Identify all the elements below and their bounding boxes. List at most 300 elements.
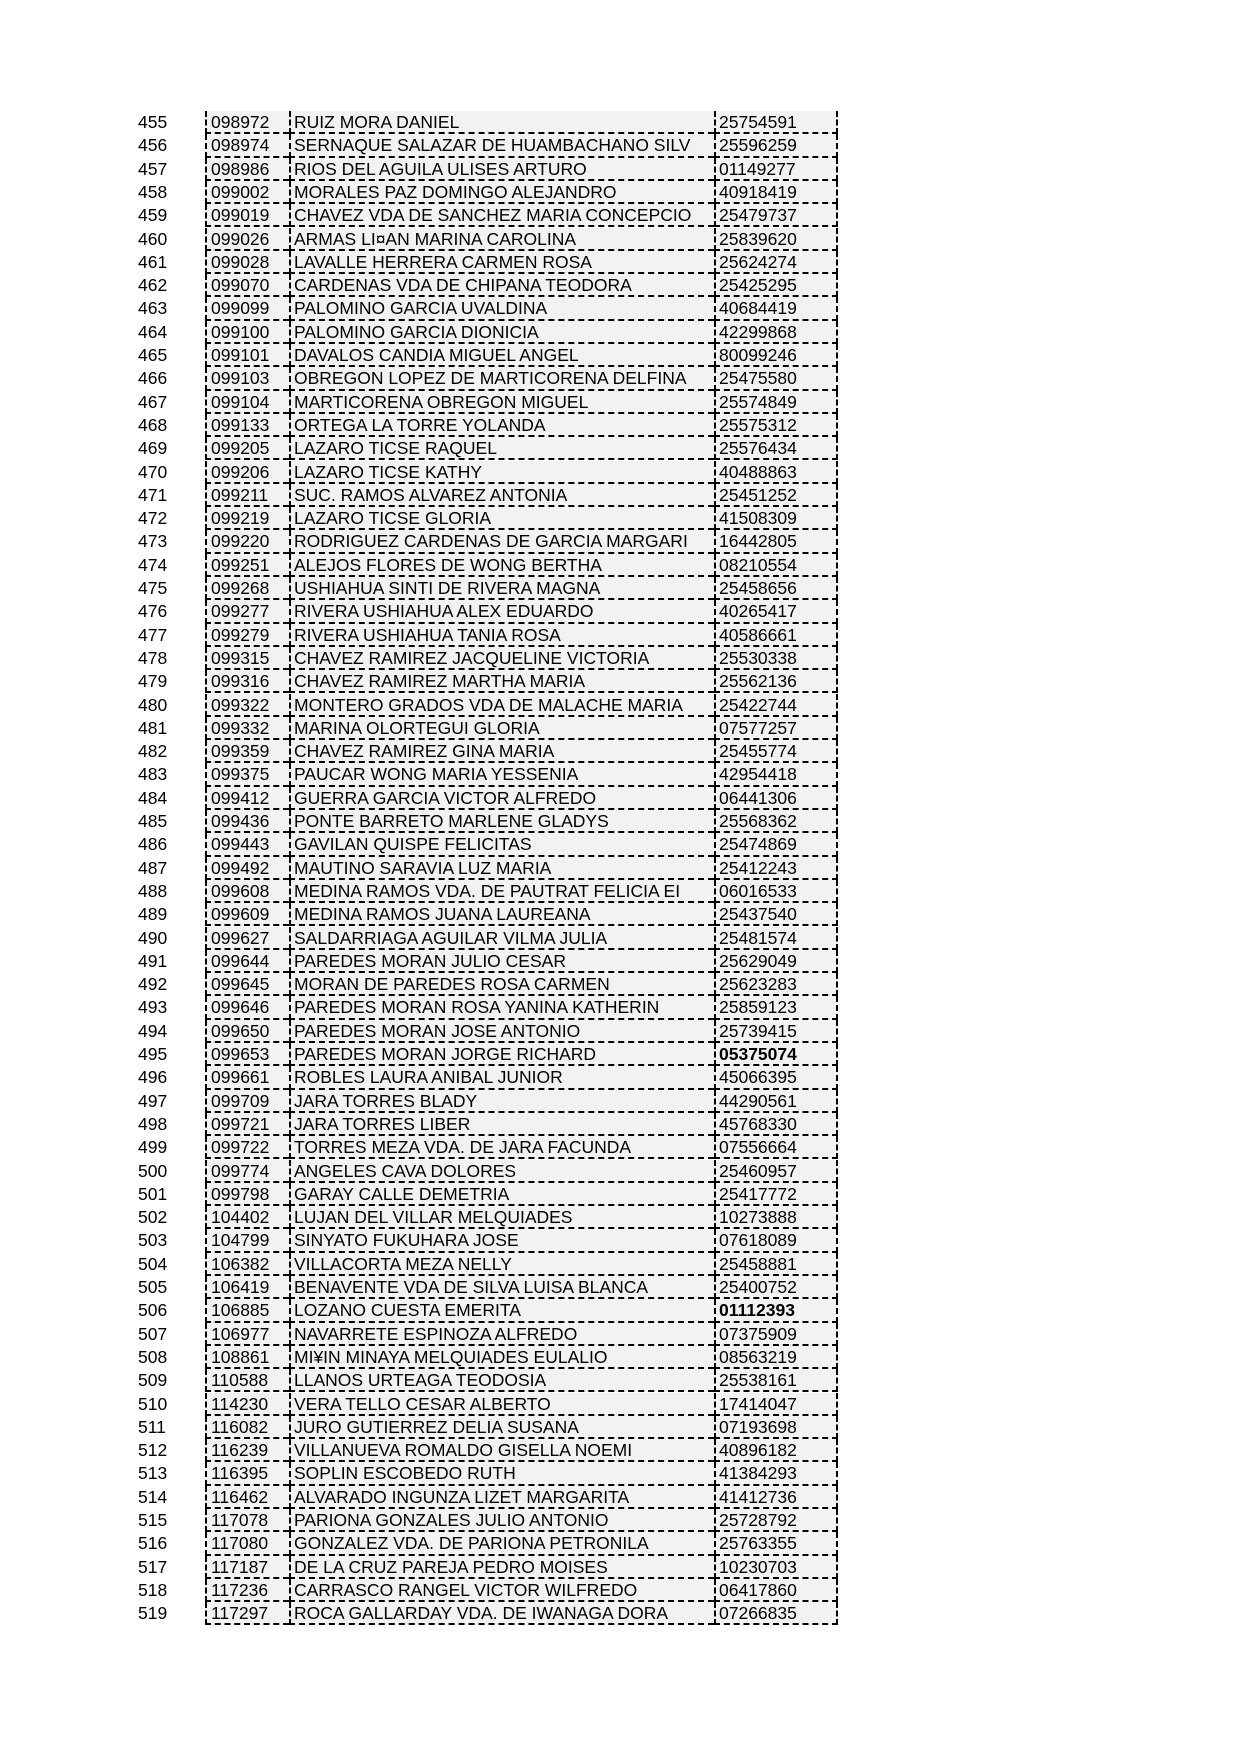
row-number: 463 [138,298,168,319]
row-number: 466 [138,368,168,389]
name-cell: LAZARO TICSE GLORIA [289,507,714,530]
row-number: 497 [138,1090,168,1111]
code-cell: 099099 [205,297,289,320]
table-row [0,1183,1240,1206]
table-row [0,1509,1240,1532]
code-cell: 099268 [205,577,289,600]
row-number: 506 [138,1300,168,1321]
table-row [0,857,1240,880]
document-number-cell: 06016533 [714,880,838,903]
name-cell: MI¥IN MINAYA MELQUIADES EULALIO [289,1346,714,1369]
document-number-cell: 25475580 [714,367,838,390]
code-cell: 106419 [205,1276,289,1299]
document-number-cell: 06441306 [714,787,838,810]
table-row [0,414,1240,437]
code-cell: 099100 [205,321,289,344]
row-number: 505 [138,1277,168,1297]
document-number-cell: 40265417 [714,600,838,623]
row-number: 503 [138,1230,168,1251]
code-cell: 099101 [205,344,289,367]
row-number: 481 [138,717,168,738]
code-cell: 099070 [205,274,289,297]
document-number-cell: 25455774 [714,740,838,763]
name-cell: CHAVEZ RAMIREZ GINA MARIA [289,740,714,763]
table-row [0,577,1240,600]
table-row [0,1276,1240,1299]
table-row [0,1136,1240,1159]
row-number: 518 [138,1579,168,1600]
row-number: 496 [138,1067,168,1088]
code-cell: 106885 [205,1299,289,1322]
row-number: 485 [138,811,168,831]
name-cell: PALOMINO GARCIA DIONICIA [289,321,714,344]
document-number-cell: 25562136 [714,670,838,693]
name-cell: MONTERO GRADOS VDA DE MALACHE MARIA [289,694,714,717]
table-row [0,367,1240,390]
table-row [0,507,1240,530]
document-number-cell: 25412243 [714,857,838,880]
row-number: 462 [138,275,168,296]
code-cell: 116239 [205,1439,289,1462]
code-cell: 099661 [205,1066,289,1089]
row-number: 464 [138,321,168,342]
name-cell: ALEJOS FLORES DE WONG BERTHA [289,554,714,577]
code-cell: 099627 [205,927,289,950]
table-row [0,927,1240,950]
table-row [0,600,1240,623]
document-number-cell: 17414047 [714,1393,838,1416]
document-number-cell: 10273888 [714,1206,838,1229]
row-number: 488 [138,880,168,901]
row-number: 487 [138,857,168,878]
code-cell: 099609 [205,903,289,926]
document-number-cell: 16442805 [714,530,838,553]
document-number-cell: 25629049 [714,950,838,973]
name-cell: BENAVENTE VDA DE SILVA LUISA BLANCA [289,1276,714,1299]
table-row [0,391,1240,414]
code-cell: 099002 [205,181,289,204]
code-cell: 099019 [205,204,289,227]
document-number-cell: 40488863 [714,461,838,484]
name-cell: GONZALEZ VDA. DE PARIONA PETRONILA [289,1532,714,1555]
name-cell: ROBLES LAURA ANIBAL JUNIOR [289,1066,714,1089]
name-cell: MARINA OLORTEGUI GLORIA [289,717,714,740]
name-cell: PAUCAR WONG MARIA YESSENIA [289,763,714,786]
name-cell: LAZARO TICSE KATHY [289,461,714,484]
row-number: 491 [138,950,168,971]
name-cell: TORRES MEZA VDA. DE JARA FACUNDA [289,1136,714,1159]
code-cell: 099332 [205,717,289,740]
code-cell: 099028 [205,251,289,274]
row-number: 470 [138,461,168,482]
table-row [0,1229,1240,1252]
row-number: 492 [138,974,168,995]
document-number-cell: 25451252 [714,484,838,507]
table-row [0,810,1240,833]
document-number-cell: 25481574 [714,927,838,950]
document-number-cell: 25417772 [714,1183,838,1206]
row-number: 456 [138,135,168,156]
name-cell: LUJAN DEL VILLAR MELQUIADES [289,1206,714,1229]
table-row [0,530,1240,553]
row-number: 457 [138,158,168,179]
document-number-cell: 25460957 [714,1160,838,1183]
document-number-cell: 25479737 [714,204,838,227]
row-number: 473 [138,531,168,552]
document-number-cell: 25400752 [714,1276,838,1299]
row-number: 493 [138,997,168,1018]
table-row [0,321,1240,344]
code-cell: 099644 [205,950,289,973]
name-cell: SUC. RAMOS ALVAREZ ANTONIA [289,484,714,507]
row-number: 512 [138,1440,168,1461]
code-cell: 099646 [205,996,289,1019]
name-cell: DAVALOS CANDIA MIGUEL ANGEL [289,344,714,367]
name-cell: OBREGON LOPEZ DE MARTICORENA DELFINA [289,367,714,390]
row-number: 461 [138,251,168,272]
document-number-cell: 01112393 [714,1299,838,1322]
table-row [0,996,1240,1019]
row-number: 507 [138,1323,168,1344]
code-cell: 099277 [205,600,289,623]
table-row [0,1462,1240,1485]
document-number-cell: 08210554 [714,554,838,577]
name-cell: LOZANO CUESTA EMERITA [289,1299,714,1322]
document-number-cell: 25575312 [714,414,838,437]
code-cell: 099322 [205,694,289,717]
name-cell: JARA TORRES BLADY [289,1090,714,1113]
row-number: 476 [138,601,168,622]
row-number: 474 [138,554,168,575]
row-number: 504 [138,1253,168,1274]
table-row [0,204,1240,227]
document-number-cell: 10230703 [714,1556,838,1579]
code-cell: 099722 [205,1136,289,1159]
document-number-cell: 25728792 [714,1509,838,1532]
name-cell: GUERRA GARCIA VICTOR ALFREDO [289,787,714,810]
table-row [0,1579,1240,1602]
code-cell: 099443 [205,833,289,856]
table-row [0,740,1240,763]
row-number: 477 [138,624,168,645]
code-cell: 104402 [205,1206,289,1229]
row-number: 500 [138,1160,168,1181]
name-cell: PONTE BARRETO MARLENE GLADYS [289,810,714,833]
name-cell: VILLANUEVA ROMALDO GISELLA NOEMI [289,1439,714,1462]
document-number-cell: 25754591 [714,111,838,134]
row-number: 498 [138,1113,168,1134]
row-number: 510 [138,1393,168,1414]
name-cell: SOPLIN ESCOBEDO RUTH [289,1462,714,1485]
document-number-cell: 25739415 [714,1020,838,1043]
row-number: 459 [138,205,168,226]
document-number-cell: 40684419 [714,297,838,320]
table-row [0,670,1240,693]
code-cell: 098986 [205,158,289,181]
document-number-cell: 07193698 [714,1416,838,1439]
document-number-cell: 25763355 [714,1532,838,1555]
row-number: 509 [138,1370,168,1391]
document-number-cell: 25576434 [714,437,838,460]
name-cell: LAVALLE HERRERA CARMEN ROSA [289,251,714,274]
code-cell: 099608 [205,880,289,903]
document-number-cell: 25839620 [714,228,838,251]
document-number-cell: 40896182 [714,1439,838,1462]
document-number-cell: 41412736 [714,1486,838,1509]
table-row [0,763,1240,786]
table-row [0,554,1240,577]
table-row [0,950,1240,973]
row-number: 482 [138,741,168,762]
name-cell: CARRASCO RANGEL VICTOR WILFREDO [289,1579,714,1602]
name-cell: PALOMINO GARCIA UVALDINA [289,297,714,320]
table-row [0,1020,1240,1043]
table-row [0,973,1240,996]
table-row [0,624,1240,647]
code-cell: 099104 [205,391,289,414]
code-cell: 099133 [205,414,289,437]
table-row [0,297,1240,320]
name-cell: MAUTINO SARAVIA LUZ MARIA [289,857,714,880]
code-cell: 110588 [205,1369,289,1392]
row-number: 495 [138,1044,168,1064]
document-number-cell: 45066395 [714,1066,838,1089]
row-number: 469 [138,438,168,459]
table-row [0,1090,1240,1113]
code-cell: 117080 [205,1532,289,1555]
code-cell: 099709 [205,1090,289,1113]
code-cell: 106977 [205,1323,289,1346]
table-row [0,437,1240,460]
code-cell: 099103 [205,367,289,390]
code-cell: 116462 [205,1486,289,1509]
document-number-cell: 25624274 [714,251,838,274]
table-row [0,787,1240,810]
document-number-cell: 25422744 [714,694,838,717]
name-cell: MEDINA RAMOS JUANA LAUREANA [289,903,714,926]
table-row [0,1253,1240,1276]
document-number-cell: 07556664 [714,1136,838,1159]
code-cell: 099774 [205,1160,289,1183]
name-cell: CHAVEZ RAMIREZ MARTHA MARIA [289,670,714,693]
code-cell: 099251 [205,554,289,577]
document-number-cell: 07375909 [714,1323,838,1346]
document-number-cell: 25474869 [714,833,838,856]
name-cell: MORALES PAZ DOMINGO ALEJANDRO [289,181,714,204]
name-cell: PAREDES MORAN JULIO CESAR [289,950,714,973]
table-row [0,1439,1240,1462]
row-number: 499 [138,1137,168,1158]
document-number-cell: 80099246 [714,344,838,367]
code-cell: 099653 [205,1043,289,1066]
table-row [0,1556,1240,1579]
name-cell: ORTEGA LA TORRE YOLANDA [289,414,714,437]
code-cell: 099375 [205,763,289,786]
name-cell: CHAVEZ RAMIREZ JACQUELINE VICTORIA [289,647,714,670]
name-cell: CARDENAS VDA DE CHIPANA TEODORA [289,274,714,297]
document-number-cell: 44290561 [714,1090,838,1113]
table-row [0,1532,1240,1555]
table-row [0,1323,1240,1346]
row-number: 502 [138,1207,168,1228]
name-cell: LLANOS URTEAGA TEODOSIA [289,1369,714,1392]
code-cell: 099206 [205,461,289,484]
table-row [0,880,1240,903]
table-row [0,717,1240,740]
table-row [0,134,1240,157]
row-number: 508 [138,1346,168,1367]
document-number-cell: 42299868 [714,321,838,344]
name-cell: GARAY CALLE DEMETRIA [289,1183,714,1206]
document-number-cell: 25538161 [714,1369,838,1392]
table-row [0,1369,1240,1392]
name-cell: CHAVEZ VDA DE SANCHEZ MARIA CONCEPCIO [289,204,714,227]
row-number: 475 [138,578,168,598]
name-cell: ALVARADO INGUNZA LIZET MARGARITA [289,1486,714,1509]
document-number-cell: 01149277 [714,158,838,181]
table-row [0,251,1240,274]
document-number-cell: 05375074 [714,1043,838,1066]
code-cell: 099211 [205,484,289,507]
document-number-cell: 40586661 [714,624,838,647]
document-number-cell: 07618089 [714,1229,838,1252]
code-cell: 099279 [205,624,289,647]
table-row [0,274,1240,297]
code-cell: 099650 [205,1020,289,1043]
document-number-cell: 25458881 [714,1253,838,1276]
code-cell: 117236 [205,1579,289,1602]
document-number-cell: 41508309 [714,507,838,530]
document-number-cell: 25425295 [714,274,838,297]
table-row [0,1346,1240,1369]
table-row [0,1416,1240,1439]
name-cell: ARMAS LI¤AN MARINA CAROLINA [289,228,714,251]
code-cell: 099220 [205,530,289,553]
row-number: 490 [138,927,168,948]
code-cell: 098972 [205,111,289,134]
table-row [0,1113,1240,1136]
name-cell: DE LA CRUZ PAREJA PEDRO MOISES [289,1556,714,1579]
row-number: 511 [138,1416,166,1437]
name-cell: PAREDES MORAN JORGE RICHARD [289,1043,714,1066]
row-number: 489 [138,904,168,925]
document-number-cell: 25568362 [714,810,838,833]
table-row [0,1043,1240,1066]
document-number-cell: 25574849 [714,391,838,414]
name-cell: RIOS DEL AGUILA ULISES ARTURO [289,158,714,181]
row-number: 483 [138,764,168,785]
row-number: 479 [138,671,168,692]
code-cell: 117297 [205,1602,289,1625]
code-cell: 099026 [205,228,289,251]
row-number: 455 [138,112,168,132]
table-row [0,647,1240,670]
row-number: 460 [138,228,168,249]
row-number: 471 [138,484,168,505]
name-cell: USHIAHUA SINTI DE RIVERA MAGNA [289,577,714,600]
table-row [0,1486,1240,1509]
row-number: 514 [138,1486,168,1507]
code-cell: 099645 [205,973,289,996]
row-number: 467 [138,391,168,412]
table-row [0,833,1240,856]
name-cell: SINYATO FUKUHARA JOSE [289,1229,714,1252]
row-number: 478 [138,647,168,668]
document-number-cell: 25530338 [714,647,838,670]
row-number: 468 [138,414,168,435]
table-row [0,484,1240,507]
name-cell: MEDINA RAMOS VDA. DE PAUTRAT FELICIA EI [289,880,714,903]
document-number-cell: 25437540 [714,903,838,926]
name-cell: RIVERA USHIAHUA TANIA ROSA [289,624,714,647]
name-cell: NAVARRETE ESPINOZA ALFREDO [289,1323,714,1346]
code-cell: 116082 [205,1416,289,1439]
document-number-cell: 41384293 [714,1462,838,1485]
row-number: 516 [138,1533,168,1554]
table-row [0,461,1240,484]
row-number: 517 [138,1556,168,1577]
row-number: 484 [138,787,168,808]
row-number: 486 [138,834,168,855]
name-cell: JARA TORRES LIBER [289,1113,714,1136]
name-cell: PAREDES MORAN JOSE ANTONIO [289,1020,714,1043]
name-cell: PAREDES MORAN ROSA YANINA KATHERIN [289,996,714,1019]
table-row [0,1299,1240,1322]
row-number: 513 [138,1463,168,1484]
row-number: 494 [138,1020,168,1041]
table-row [0,1602,1240,1625]
code-cell: 104799 [205,1229,289,1252]
code-cell: 099798 [205,1183,289,1206]
code-cell: 106382 [205,1253,289,1276]
name-cell: ROCA GALLARDAY VDA. DE IWANAGA DORA [289,1602,714,1625]
document-number-cell: 25596259 [714,134,838,157]
document-number-cell: 25458656 [714,577,838,600]
code-cell: 099412 [205,787,289,810]
table-row [0,228,1240,251]
code-cell: 099721 [205,1113,289,1136]
name-cell: VILLACORTA MEZA NELLY [289,1253,714,1276]
document-number-cell: 07577257 [714,717,838,740]
row-number: 515 [138,1510,168,1530]
table-row [0,694,1240,717]
name-cell: VERA TELLO CESAR ALBERTO [289,1393,714,1416]
code-cell: 099436 [205,810,289,833]
row-number: 458 [138,181,168,202]
document-number-cell: 25623283 [714,973,838,996]
code-cell: 099492 [205,857,289,880]
row-number: 480 [138,694,168,715]
document-number-cell: 42954418 [714,763,838,786]
document-number-cell: 08563219 [714,1346,838,1369]
code-cell: 108861 [205,1346,289,1369]
code-cell: 099359 [205,740,289,763]
name-cell: MARTICORENA OBREGON MIGUEL [289,391,714,414]
name-cell: ANGELES CAVA DOLORES [289,1160,714,1183]
document-number-cell: 25859123 [714,996,838,1019]
row-number: 519 [138,1603,168,1624]
table-row [0,1160,1240,1183]
name-cell: SALDARRIAGA AGUILAR VILMA JULIA [289,927,714,950]
row-number: 501 [138,1183,168,1204]
name-cell: RUIZ MORA DANIEL [289,111,714,134]
table-row [0,344,1240,367]
name-cell: LAZARO TICSE RAQUEL [289,437,714,460]
table-row [0,158,1240,181]
code-cell: 114230 [205,1393,289,1416]
table-row [0,903,1240,926]
code-cell: 099316 [205,670,289,693]
